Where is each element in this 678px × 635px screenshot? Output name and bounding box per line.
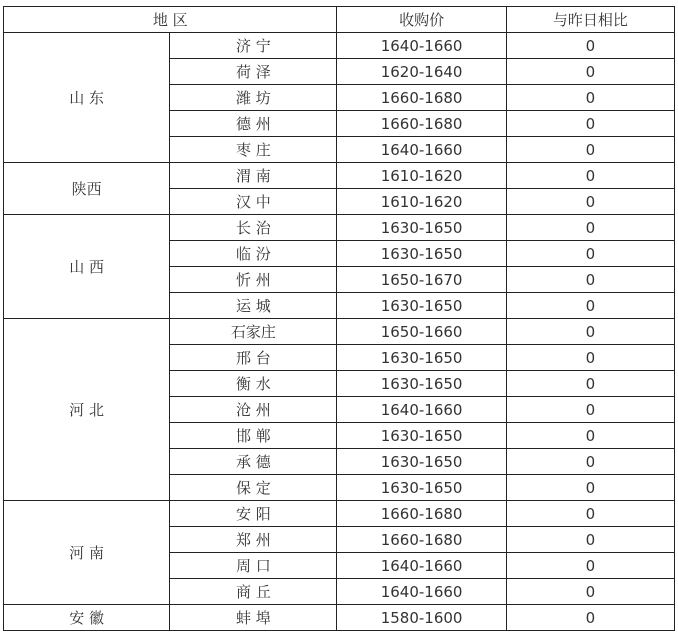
city-cell: 汉 中 bbox=[170, 189, 337, 215]
province-cell: 河 南 bbox=[4, 501, 170, 605]
price-cell: 1630-1650 bbox=[337, 371, 506, 397]
province-cell: 安 徽 bbox=[4, 605, 170, 631]
table-row bbox=[4, 215, 675, 241]
header-region: 地 区 bbox=[4, 7, 337, 33]
city-cell: 衡 水 bbox=[170, 371, 337, 397]
change-cell: 0 bbox=[506, 215, 674, 241]
city-cell: 长 治 bbox=[170, 215, 337, 241]
city-cell: 保 定 bbox=[170, 475, 337, 501]
price-cell: 1580-1600 bbox=[337, 605, 506, 631]
city-cell: 沧 州 bbox=[170, 397, 337, 423]
city-cell: 渭 南 bbox=[170, 163, 337, 189]
change-cell: 0 bbox=[506, 189, 674, 215]
city-cell: 邯 郸 bbox=[170, 423, 337, 449]
price-table bbox=[3, 6, 675, 631]
price-cell: 1650-1660 bbox=[337, 319, 506, 345]
change-cell: 0 bbox=[506, 501, 674, 527]
table-row bbox=[4, 319, 675, 345]
change-cell: 0 bbox=[506, 163, 674, 189]
price-cell: 1620-1640 bbox=[337, 59, 506, 85]
change-cell: 0 bbox=[506, 397, 674, 423]
price-cell: 1630-1650 bbox=[337, 475, 506, 501]
city-cell: 承 德 bbox=[170, 449, 337, 475]
price-cell: 1630-1650 bbox=[337, 423, 506, 449]
price-cell: 1640-1660 bbox=[337, 579, 506, 605]
change-cell: 0 bbox=[506, 85, 674, 111]
table-header-row bbox=[4, 7, 675, 33]
table-body bbox=[4, 33, 675, 631]
city-cell: 德 州 bbox=[170, 111, 337, 137]
province-cell: 山 东 bbox=[4, 33, 170, 163]
price-cell: 1660-1680 bbox=[337, 501, 506, 527]
city-cell: 潍 坊 bbox=[170, 85, 337, 111]
change-cell: 0 bbox=[506, 423, 674, 449]
city-cell: 忻 州 bbox=[170, 267, 337, 293]
city-cell: 蚌 埠 bbox=[170, 605, 337, 631]
price-cell: 1660-1680 bbox=[337, 111, 506, 137]
city-cell: 邢 台 bbox=[170, 345, 337, 371]
change-cell: 0 bbox=[506, 449, 674, 475]
change-cell: 0 bbox=[506, 527, 674, 553]
change-cell: 0 bbox=[506, 111, 674, 137]
table-row bbox=[4, 33, 675, 59]
price-cell: 1630-1650 bbox=[337, 241, 506, 267]
change-cell: 0 bbox=[506, 241, 674, 267]
table-row bbox=[4, 163, 675, 189]
price-cell: 1640-1660 bbox=[337, 137, 506, 163]
change-cell: 0 bbox=[506, 605, 674, 631]
change-cell: 0 bbox=[506, 319, 674, 345]
city-cell: 济 宁 bbox=[170, 33, 337, 59]
price-cell: 1630-1650 bbox=[337, 449, 506, 475]
change-cell: 0 bbox=[506, 579, 674, 605]
city-cell: 周 口 bbox=[170, 553, 337, 579]
change-cell: 0 bbox=[506, 371, 674, 397]
city-cell: 枣 庄 bbox=[170, 137, 337, 163]
change-cell: 0 bbox=[506, 137, 674, 163]
province-cell: 陕西 bbox=[4, 163, 170, 215]
city-cell: 运 城 bbox=[170, 293, 337, 319]
city-cell: 石家庄 bbox=[170, 319, 337, 345]
table-row bbox=[4, 501, 675, 527]
change-cell: 0 bbox=[506, 267, 674, 293]
change-cell: 0 bbox=[506, 59, 674, 85]
city-cell: 郑 州 bbox=[170, 527, 337, 553]
price-cell: 1640-1660 bbox=[337, 397, 506, 423]
city-cell: 安 阳 bbox=[170, 501, 337, 527]
city-cell: 荷 泽 bbox=[170, 59, 337, 85]
change-cell: 0 bbox=[506, 33, 674, 59]
price-cell: 1660-1680 bbox=[337, 527, 506, 553]
change-cell: 0 bbox=[506, 553, 674, 579]
change-cell: 0 bbox=[506, 293, 674, 319]
price-cell: 1640-1660 bbox=[337, 553, 506, 579]
price-cell: 1610-1620 bbox=[337, 189, 506, 215]
price-cell: 1640-1660 bbox=[337, 33, 506, 59]
table-row bbox=[4, 605, 675, 631]
header-change: 与昨日相比 bbox=[506, 7, 674, 33]
change-cell: 0 bbox=[506, 475, 674, 501]
price-cell: 1610-1620 bbox=[337, 163, 506, 189]
price-cell: 1630-1650 bbox=[337, 215, 506, 241]
price-cell: 1630-1650 bbox=[337, 293, 506, 319]
city-cell: 商 丘 bbox=[170, 579, 337, 605]
header-price: 收购价 bbox=[337, 7, 506, 33]
province-cell: 山 西 bbox=[4, 215, 170, 319]
price-cell: 1630-1650 bbox=[337, 345, 506, 371]
price-cell: 1650-1670 bbox=[337, 267, 506, 293]
province-cell: 河 北 bbox=[4, 319, 170, 501]
price-cell: 1660-1680 bbox=[337, 85, 506, 111]
city-cell: 临 汾 bbox=[170, 241, 337, 267]
change-cell: 0 bbox=[506, 345, 674, 371]
